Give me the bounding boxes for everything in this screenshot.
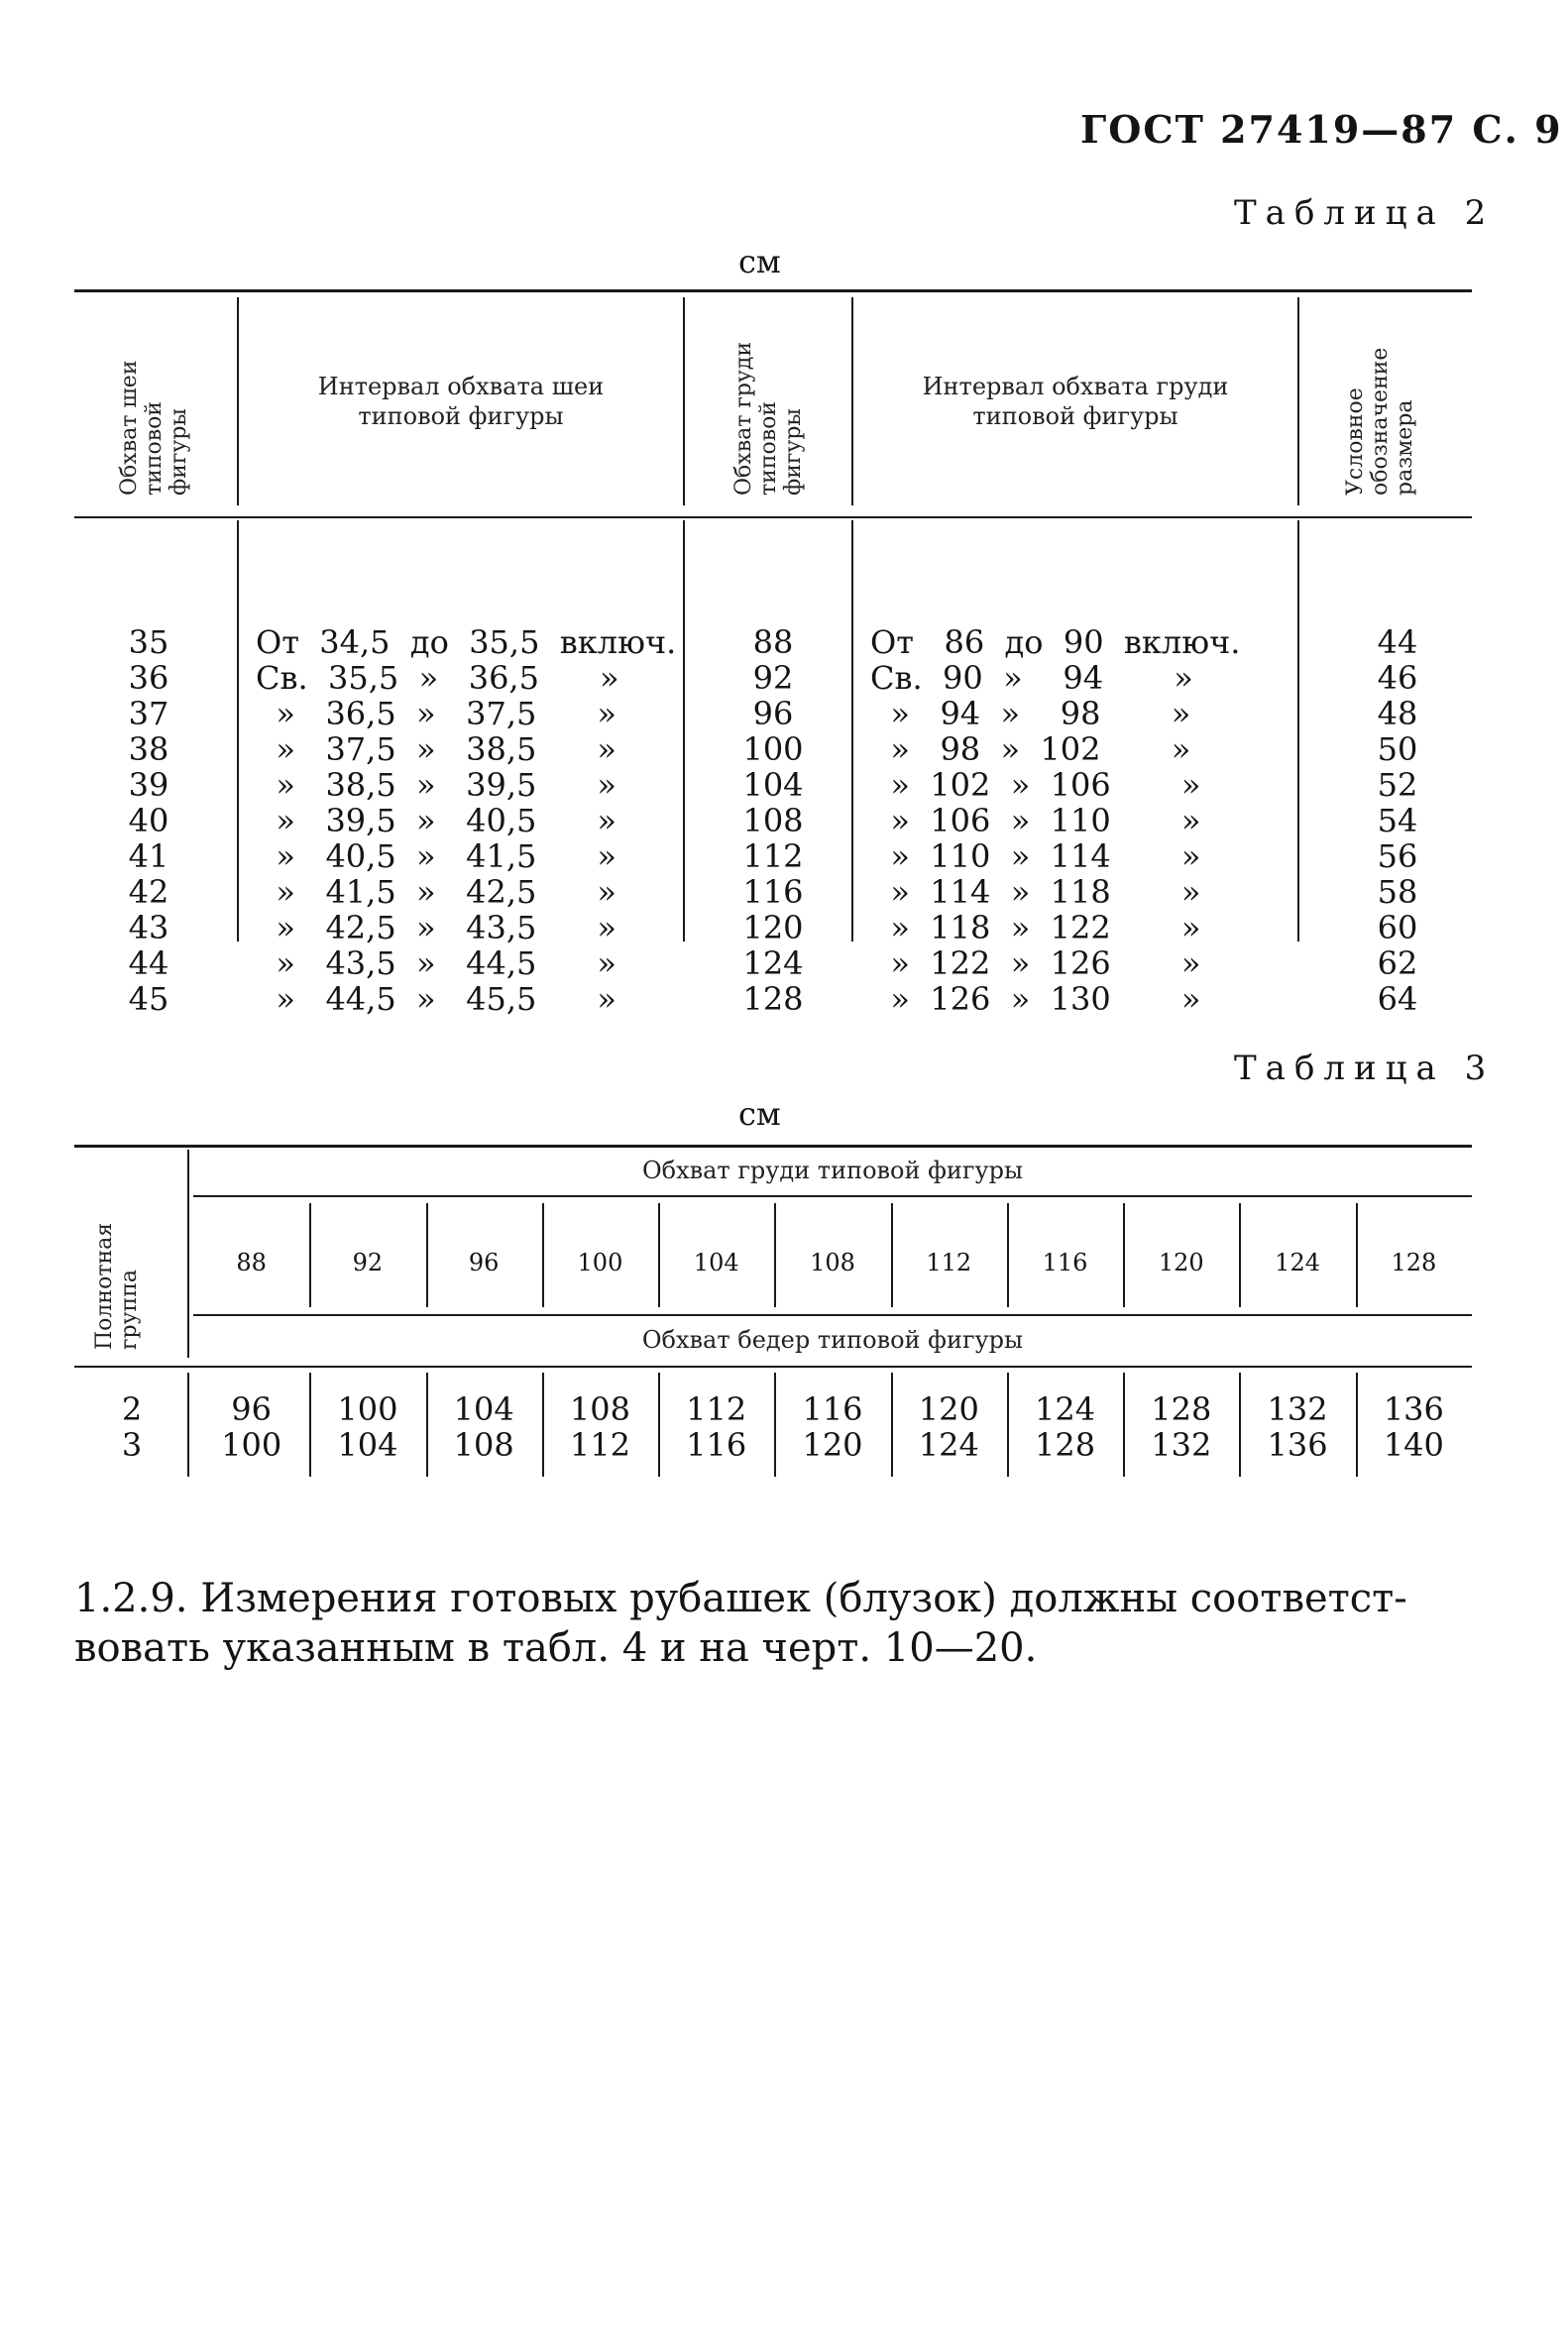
- column-rule: [426, 1203, 428, 1307]
- column-rule: [851, 520, 853, 941]
- table-rule: [74, 1145, 1472, 1148]
- hip-value-cell: 124: [918, 1426, 979, 1464]
- hip-value-cell: 136: [1383, 1390, 1444, 1428]
- hip-value-cell: 132: [1151, 1426, 1212, 1464]
- hip-value-cell: 128: [1151, 1390, 1212, 1428]
- hip-value-cell: 112: [569, 1426, 630, 1464]
- table-2-units: см: [738, 243, 781, 280]
- chest-value-cell: 120: [1158, 1249, 1204, 1276]
- column-rule: [1297, 520, 1299, 941]
- chest-value-cell: 112: [926, 1249, 972, 1276]
- table-rule: [74, 516, 1472, 518]
- column-rule: [1356, 1203, 1358, 1307]
- column-rule: [1297, 297, 1299, 505]
- hip-value-cell: 108: [569, 1390, 630, 1428]
- header-neck-girth: Обхват шеи типовой фигуры: [117, 360, 191, 496]
- header-group: Полнотная группа: [92, 1222, 142, 1350]
- column-rule: [683, 520, 685, 941]
- column-rule: [1007, 1203, 1009, 1307]
- column-rule: [237, 297, 239, 505]
- column-rule: [658, 1203, 660, 1307]
- header-size-designation: Условное обозначение размера: [1343, 347, 1417, 496]
- column-rule: [1123, 1203, 1125, 1307]
- header-neck-interval: Интервал обхвата шеи типовой фигуры: [317, 373, 605, 430]
- neck-column: 35 36 37 38 39 40 41 42 43 44 45: [128, 623, 169, 1018]
- group-cell: 3: [121, 1426, 143, 1464]
- hip-value-cell: 104: [337, 1426, 398, 1464]
- chest-value-cell: 92: [352, 1249, 384, 1276]
- table-rule: [74, 289, 1472, 292]
- column-rule: [774, 1203, 776, 1307]
- table-rule: [193, 1195, 1472, 1197]
- column-rule: [187, 1150, 189, 1358]
- column-rule: [542, 1203, 544, 1307]
- table-rule: [193, 1314, 1472, 1316]
- header-chest-girth: Обхват груди типовой фигуры: [641, 1157, 1024, 1184]
- column-rule: [891, 1203, 893, 1307]
- hip-value-cell: 128: [1035, 1426, 1096, 1464]
- chest-value-cell: 116: [1042, 1249, 1088, 1276]
- table-rule: [74, 1366, 1472, 1368]
- chest-value-cell: 108: [810, 1249, 855, 1276]
- hip-value-cell: 100: [337, 1390, 398, 1428]
- hip-value-cell: 136: [1267, 1426, 1328, 1464]
- column-rule: [1239, 1203, 1241, 1307]
- chest-value-cell: 128: [1391, 1249, 1437, 1276]
- chest-value-cell: 88: [236, 1249, 267, 1276]
- header-hip-girth: Обхват бедер типовой фигуры: [641, 1326, 1024, 1354]
- chest-column: 88 92 96 100 104 108 112 116 120 124 128: [742, 623, 804, 1018]
- hip-value-cell: 132: [1267, 1390, 1328, 1428]
- column-rule: [187, 1373, 189, 1477]
- hip-value-cell: 100: [221, 1426, 282, 1464]
- column-rule: [237, 520, 239, 941]
- hip-value-cell: 96: [231, 1390, 272, 1428]
- chest-value-cell: 96: [468, 1249, 500, 1276]
- hip-value-cell: 116: [802, 1390, 863, 1428]
- chest-value-cell: 104: [693, 1249, 739, 1276]
- table-3-caption: Таблица 3: [1234, 1049, 1496, 1088]
- column-rule: [851, 297, 853, 505]
- hip-value-cell: 120: [918, 1390, 979, 1428]
- hip-value-cell: 120: [802, 1426, 863, 1464]
- chest-value-cell: 100: [577, 1249, 623, 1276]
- column-rule: [683, 297, 685, 505]
- hip-value-cell: 116: [686, 1426, 747, 1464]
- header-chest-girth: Обхват груди типовой фигуры: [731, 341, 806, 496]
- hip-value-cell: 104: [453, 1390, 514, 1428]
- header-chest-interval: Интервал обхвата груди типовой фигуры: [922, 373, 1229, 430]
- group-cell: 2: [121, 1390, 143, 1428]
- table-2-caption: Таблица 2: [1234, 193, 1496, 233]
- hip-value-cell: 108: [453, 1426, 514, 1464]
- page-header: ГОСТ 27419—87 С. 9: [1080, 107, 1563, 152]
- hip-value-cell: 112: [686, 1390, 747, 1428]
- paragraph-1-2-9: 1.2.9. Измерения готовых рубашек (блузок) должны соответст- вовать указанным в табл. 4 и на черт. 10—20.: [74, 1576, 1407, 1671]
- chest-interval-column: От 86 до 90 включ. Св. 90 » 94 » » 94 » 98 » » 98 » 102 » » 102 » 106 » » 106 » 110 » » 110 » 114 » » 114 » 118 » » 118 » 122 » » 122 » 126 » » 126 » 130 »: [870, 623, 1241, 1018]
- neck-interval-column: От 34,5 до 35,5 включ. Св. 35,5 » 36,5 » » 36,5 » 37,5 » » 37,5 » 38,5 » » 38,5 » 39,5 » » 39,5 » 40,5 » » 40,5 » 41,5 » » 41,5 » 42,5 » » 42,5 » 43,5 » » 43,5 » 44,5 » » 44,5 » 45,5 »: [256, 623, 677, 1018]
- column-rule: [309, 1203, 311, 1307]
- hip-value-cell: 124: [1035, 1390, 1096, 1428]
- hip-value-cell: 140: [1383, 1426, 1444, 1464]
- table-3-units: см: [738, 1095, 781, 1133]
- chest-value-cell: 124: [1275, 1249, 1320, 1276]
- size-column: 44 46 48 50 52 54 56 58 60 62 64: [1377, 623, 1418, 1018]
